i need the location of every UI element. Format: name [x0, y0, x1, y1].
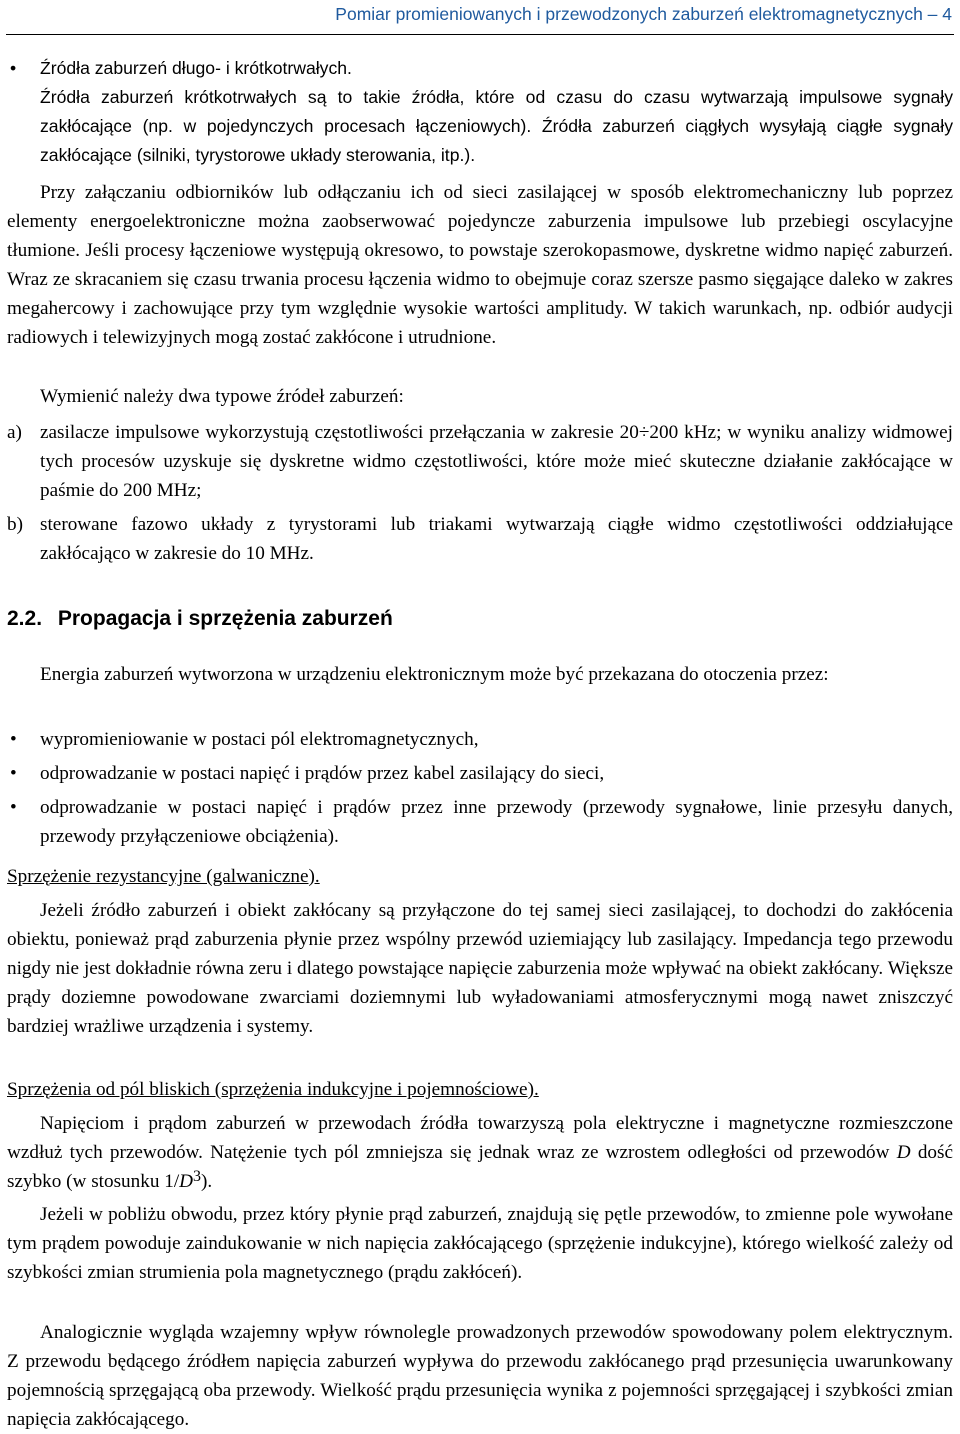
intro-bullet-text: Źródła zaburzeń krótkotrwałych są to takie źródła, które od czasu do czasu wytwarzają impulsowe sygnały zakłócające (np. w pojedynczych procesach łączeniowych). Źródła zaburzeń ciągłych wysyłają ciągłe sygnały zakłócające (silniki, tyrystorowe układy sterowania, itp.). — [40, 87, 953, 165]
bullet-icon: • — [10, 797, 17, 818]
resistive-subheading: Sprzężenie rezystancyjne (galwaniczne). — [7, 866, 320, 887]
near-field-p1-text-a: Napięciom i prądom zaburzeń w przewodach źródła towarzyszą pola elektryczne i magnetyczne rozmieszczone wzdłuż tych przewodów. Natężenie tych pól zmniejsza się jednak wraz ze wzrostem odległości od przewodów — [7, 1113, 953, 1163]
distance-variable-ratio: D — [179, 1171, 194, 1192]
bullet-icon: • — [10, 763, 17, 784]
near-field-subheading: Sprzężenia od pól bliskich (sprzężenia indukcyjne i pojemnościowe). — [7, 1079, 539, 1100]
energy-bullet-item — [7, 725, 953, 754]
item-text: sterowane fazowo układy z tyrystorami lub triakami wytwarzają ciągłe widmo częstotliwości oddziałujące zakłócająco w zakresie do 10 MHz. — [40, 514, 953, 564]
energy-bullets — [7, 725, 953, 851]
intro-bullet — [7, 54, 953, 170]
exponent: 3 — [193, 1168, 202, 1185]
near-field-paragraph-3: Analogicznie wygląda wzajemny wpływ równolegle prowadzonych przewodów spowodowany polem elektrycznym. Z przewodu będącego źródłem napięcia zaburzeń wypływa do przewodu zakłócanego prąd przesunięcia uwarunkowany pojemnością sprzęgającą oba przewody. Wielkość prądu przesunięcia wynika z pojemności sprzęgającej i szybkości zmian napięcia zakłócającego. — [7, 1322, 953, 1430]
near-field-p1-text-b: dość szybko (w stosunku 1/ — [7, 1142, 953, 1192]
list-intro: Wymienić należy dwa typowe źródeł zaburzeń: — [40, 386, 404, 407]
header-rule — [6, 34, 954, 35]
near-field-p1-text-c: ). — [201, 1171, 213, 1192]
distance-variable: D — [896, 1142, 911, 1163]
section-title: Propagacja i sprzężenia zaburzeń — [57, 607, 393, 630]
energy-paragraph: Energia zaburzeń wytworzona w urządzeniu elektronicznym może być przekazana do otoczenia przez: — [40, 664, 829, 685]
near-field-paragraph-2: Jeżeli w pobliżu obwodu, przez który płynie prąd zaburzeń, znajdują się pętle przewodów, to zmienne pole wywołane tym prądem powoduje zaindukowanie w nich napięcia zakłócającego (sprzężenie indukcyjne), którego wielkość zależy od szybkości zmian strumienia pola magnetycznego (prądu zakłóceń). — [7, 1204, 953, 1283]
item-text: zasilacze impulsowe wykorzystują częstotliwości przełączania w zakresie 20÷200 kHz; w wyniku analizy widmowej tych procesów uzyskuje się dyskretne widmo częstotliwości, które może mieć skuteczne działanie zakłócające w paśmie do 200 MHz; — [40, 422, 953, 501]
lettered-item-a — [7, 418, 953, 505]
energy-bullet-text: odprowadzanie w postaci napięć i prądów przez inne przewody (przewody sygnałowe, linie przesyłu danych, przewody przyłączeniowe obciążenia). — [40, 797, 953, 847]
energy-bullet-text: odprowadzanie w postaci napięć i prądów przez kabel zasilający do sieci, — [40, 763, 605, 784]
section-heading — [7, 604, 393, 634]
lettered-list — [7, 418, 953, 568]
near-field-paragraph-1 — [7, 1109, 953, 1197]
energy-bullet-item — [7, 793, 953, 851]
intro-bullet-title: Źródła zaburzeń długo- i krótkotrwałych. — [40, 58, 352, 78]
running-header: Pomiar promieniowanych i przewodzonych zaburzeń elektromagnetycznych – 4 — [335, 4, 952, 24]
lettered-item-b — [7, 510, 953, 568]
section-number: 2.2. — [7, 607, 43, 630]
energy-bullet-item — [7, 759, 953, 788]
switching-paragraph: Przy załączaniu odbiorników lub odłączaniu ich od sieci zasilającej w sposób elektromechaniczny lub poprzez elementy energoelektroniczne można zaobserwować pojedyncze zaburzenia impulsowe lub przebiegi oscylacyjne tłumione. Jeśli procesy łączeniowe występują okresowo, to powstaje szerokopasmowe, dyskretne widmo napięć zaburzeń. Wraz ze skracaniem się czasu trwania procesu łączenia widmo to obejmuje coraz szersze pasmo sięgające daleko w zakres megahercowy i zachowujące przy tym względnie wysokie wartości amplitudy. W takich warunkach, np. odbiór audycji radiowych i telewizyjnych mogą zostać zakłócone i utrudnione. — [7, 182, 953, 348]
bullet-icon: • — [10, 58, 17, 78]
energy-bullet-text: wypromieniowanie w postaci pól elektromagnetycznych, — [40, 729, 479, 750]
item-letter: a) — [7, 422, 22, 443]
bullet-icon: • — [10, 729, 17, 750]
intro-bullet-row — [7, 54, 953, 170]
item-letter: b) — [7, 514, 23, 535]
resistive-paragraph: Jeżeli źródło zaburzeń i obiekt zakłócany są przyłączone do tej samej sieci zasilającej, to dochodzi do zakłócenia obiektu, ponieważ prąd zaburzenia płynie przez wspólny przewód uziemiający lub zasilający. Impedancja tego przewodu nigdy nie jest dokładnie równa zeru i dlatego powstające napięcie zaburzenia może wpływać na obiekt zakłócany. Większe prądy doziemne powodowane zwarciami doziemnymi lub wyładowaniami atmosferycznymi mogą nawet zniszczyć bardziej wrażliwe urządzenia i systemy. — [7, 900, 953, 1037]
